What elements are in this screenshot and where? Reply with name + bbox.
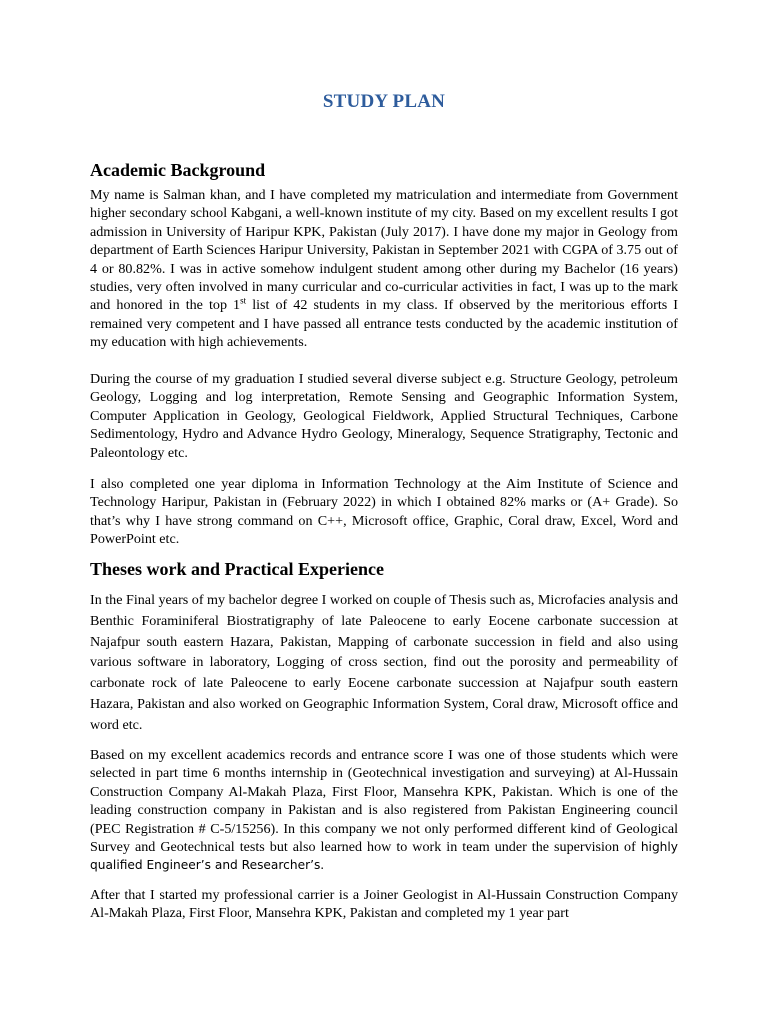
paragraph-internship-supervision: highly qualified Engineer’s and Researcher’s. [90,840,678,873]
paragraph-career: After that I started my professional carrier is a Joiner Geologist in Al-Hussain Construction Company Al-Makah Plaza, First Floor, Mansehra KPK, Pakistan and completed my 1 year part [90,887,678,922]
heading-academic-background: Academic Background [90,160,266,180]
paragraph-academic-intro-text: My name is Salman khan, and I have completed my matriculation and intermediate from Government higher secondary school Kabgani, a well-known institute of my city. Based on my excellent results I got admission in University of Haripur KPK, Pakistan (July 2017). I have done my major in Geology from department of Earth Sciences Haripur University, Pakistan in September 2021 with CGPA of 3.75 out of 4 or 80.82%. I was in active somehow indulgent student among other during my Bachelor (16 years) studies, very often involved in many curricular and co-curricular activities in fact, I was up to the mark and honored in the top 1 [90,187,678,314]
paragraph-academic-intro [90,186,678,352]
paragraph-internship [90,746,678,875]
document-title: STUDY PLAN [322,91,446,112]
paragraph-internship-text: Based on my excellent academics records and entrance score I was one of those students which were selected in part time 6 months internship in (Geotechnical investigation and surveying) at Al-Hussain Construction Company Al-Makah Plaza, First Floor, Mansehra KPK, Pakistan. Which is one of the leading construction company in Pakistan and is also registered from Pakistan Engineering council (PEC Registration # C-5/15256). In this company we not only performed different kind of Geological Survey and Geotechnical tests but also learned how to work in team under the supervision of [90,747,678,856]
paragraph-diploma: I also completed one year diploma in Information Technology at the Aim Institute of Science and Technology Haripur, Pakistan in (February 2022) in which I obtained 82% marks or (A+ Grade). So that’s why I have strong command on C++, Microsoft office, Graphic, Coral draw, Excel, Word and PowerPoint etc. [90,476,678,548]
heading-theses-work: Theses work and Practical Experience [90,559,384,579]
paragraph-theses: In the Final years of my bachelor degree I worked on couple of Thesis such as, Microfacies analysis and Benthic Foraminiferal Biostratigraphy of late Paleocene to early Eocene carbonate succession at Najafpur south eastern Hazara, Pakistan, Mapping of carbonate succession in field and also using various software in laboratory, Logging of cross section, find out the porosity and permeability of carbonate rock of late Paleocene to early Eocene carbonate succession at Najafpur south eastern Hazara, Pakistan and also worked on Geographic Information System, Coral draw, Microsoft office and word etc. [90,592,678,733]
paragraph-academic-intro-text-cont: list of 42 students in my class. If observed by the meritorious efforts I remained very competent and I have passed all entrance tests conducted by the academic institution of my education with high achievements. [90,297,678,351]
superscript-st: st [240,295,247,306]
paragraph-subjects: During the course of my graduation I studied several diverse subject e.g. Structure Geology, petroleum Geology, Logging and log interpretation, Remote Sensing and Geographic Information System, Computer Application in Geology, Geological Fieldwork, Applied Structural Techniques, Carbone Sedimentology, Hydro and Advance Hydro Geology, Mineralogy, Sequence Stratigraphy, Tectonic and Paleontology etc. [90,371,678,461]
